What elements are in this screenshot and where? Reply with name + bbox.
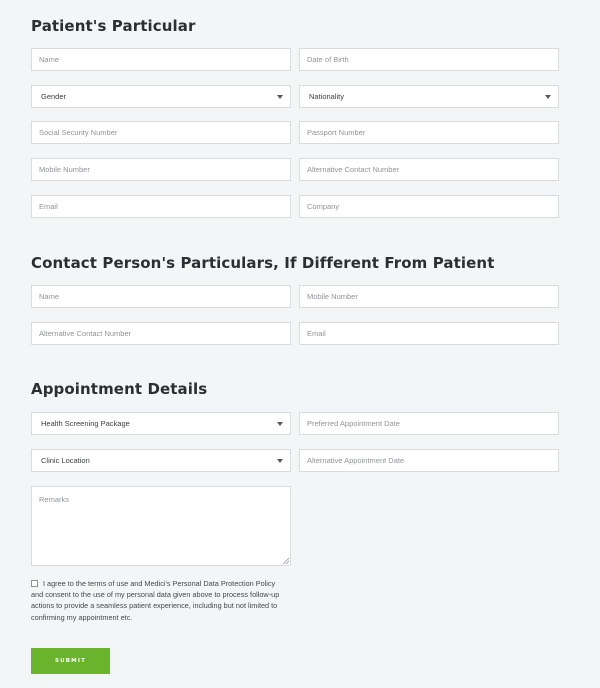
agreement-checkbox[interactable] bbox=[31, 580, 38, 587]
contact-person-heading: Contact Person's Particulars, If Different From Patient bbox=[31, 254, 495, 272]
patient-company-field[interactable] bbox=[299, 195, 559, 218]
contact-name-field[interactable] bbox=[31, 285, 291, 308]
chevron-down-icon bbox=[277, 95, 283, 99]
patient-ssn-field[interactable] bbox=[31, 121, 291, 144]
remarks-textarea[interactable] bbox=[31, 486, 291, 566]
contact-email-field[interactable] bbox=[299, 322, 559, 345]
patient-particular-heading: Patient's Particular bbox=[31, 17, 196, 35]
preferred-date-field[interactable] bbox=[299, 412, 559, 435]
patient-email-field[interactable] bbox=[31, 195, 291, 218]
clinic-location-select[interactable] bbox=[31, 449, 291, 472]
patient-nationality-select[interactable] bbox=[299, 85, 559, 108]
patient-alt-contact-field[interactable] bbox=[299, 158, 559, 181]
contact-mobile-field[interactable] bbox=[299, 285, 559, 308]
contact-alt-contact-field[interactable] bbox=[31, 322, 291, 345]
chevron-down-icon bbox=[277, 459, 283, 463]
patient-gender-select[interactable] bbox=[31, 85, 291, 108]
agreement-text: I agree to the terms of use and Medici's Personal Data Protection Policy and consent to the use of my personal data given above to process follow-up actions to provide a seamless patient experience, including but not limited to confirming my appointment etc. bbox=[31, 579, 280, 622]
chevron-down-icon bbox=[545, 95, 551, 99]
appointment-details-heading: Appointment Details bbox=[31, 380, 208, 398]
remarks-wrapper bbox=[31, 486, 291, 566]
location-select-value: Clinic Location bbox=[41, 456, 90, 465]
alternative-date-field[interactable] bbox=[299, 449, 559, 472]
resize-grip-icon[interactable] bbox=[283, 558, 289, 564]
agreement-block bbox=[31, 578, 289, 623]
submit-button[interactable]: SUBMIT bbox=[31, 648, 110, 674]
nationality-select-value: Nationality bbox=[309, 92, 345, 101]
gender-select-value: Gender bbox=[41, 92, 67, 101]
patient-name-field[interactable] bbox=[31, 48, 291, 71]
package-select-value: Health Screening Package bbox=[41, 419, 130, 428]
patient-mobile-field[interactable] bbox=[31, 158, 291, 181]
patient-dob-field[interactable] bbox=[299, 48, 559, 71]
chevron-down-icon bbox=[277, 422, 283, 426]
health-package-select[interactable] bbox=[31, 412, 291, 435]
patient-passport-field[interactable] bbox=[299, 121, 559, 144]
